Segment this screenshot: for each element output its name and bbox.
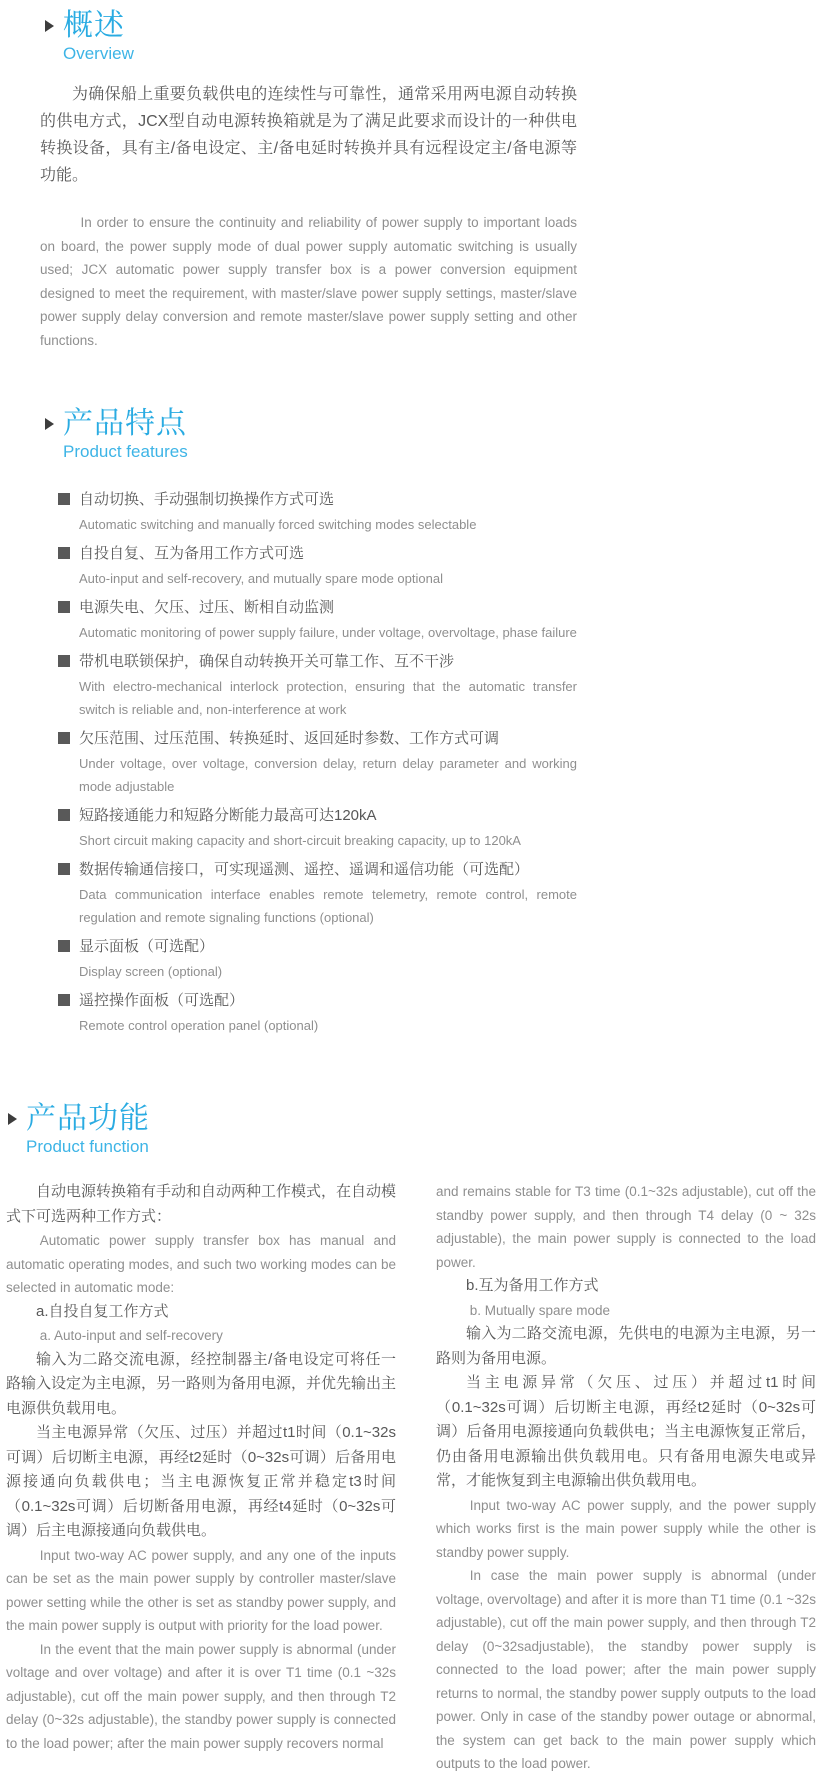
function-header xyxy=(8,1103,830,1158)
feature-text-en: Short circuit making capacity and short-circuit breaking capacity, up to 120kA xyxy=(79,833,521,848)
feature-item xyxy=(58,541,577,590)
feature-item xyxy=(58,988,577,1037)
section-arrow-icon xyxy=(45,20,54,32)
feature-text-zh: 电源失电、欠压、过压、断相自动监测 xyxy=(79,599,335,616)
bullet-square-icon xyxy=(58,732,70,744)
function-title-zh: 产品功能 xyxy=(26,1102,150,1135)
function-column-left xyxy=(6,1180,396,1776)
feature-text-en: With electro-mechanical interlock protection, ensuring that the automatic transfer switch is reliable and, non-interference at work xyxy=(79,679,577,717)
function-paragraph-zh: 当主电源异常（欠压、过压）并超过t1时间（0.1~32s可调）后切断主电源，再经t2延时（0~32s可调）后备用电源接通向负载供电；当主电源恢复正常后，仍由备用电源输出供负载用电。只有备用电源失电或异常，才能恢复到主电源输出供负载用电。 xyxy=(436,1374,816,1489)
feature-item xyxy=(58,857,577,929)
feature-item xyxy=(58,487,577,536)
feature-text-zh: 欠压范围、过压范围、转换延时、返回延时参数、工作方式可调 xyxy=(79,730,500,747)
feature-item xyxy=(58,934,577,983)
bullet-square-icon xyxy=(58,493,70,505)
overview-title-en: Overview xyxy=(63,44,134,63)
function-paragraph-en: Automatic power supply transfer box has manual and automatic operating modes, and such two working modes can be selected in automatic mode: xyxy=(6,1233,396,1295)
bullet-square-icon xyxy=(58,863,70,875)
feature-item xyxy=(58,726,577,798)
function-paragraph-zh: 自动电源转换箱有手动和自动两种工作模式，在自动模式下可选两种工作方式： xyxy=(6,1183,397,1225)
feature-text-en: Auto-input and self-recovery, and mutually spare mode optional xyxy=(79,571,443,586)
feature-text-zh: 自投自复、互为备用工作方式可选 xyxy=(79,545,305,562)
feature-text-zh: 遥控操作面板（可选配） xyxy=(79,992,245,1009)
feature-text-zh: 带机电联锁保护，确保自动转换开关可靠工作、互不干涉 xyxy=(79,653,455,670)
bullet-square-icon xyxy=(58,940,70,952)
function-paragraph-en: and remains stable for T3 time (0.1~32s adjustable), cut off the standby power supply, and then through T4 delay (0 ~ 32s adjustable), the main power supply is connected to the load power. xyxy=(436,1184,816,1270)
function-paragraph-en: b. Mutually spare mode xyxy=(469,1302,611,1318)
overview-paragraph-en: In order to ensure the continuity and reliability of power supply to important loads on board, the power supply mode of dual power supply automatic switching is usually used; JCX automatic power supply transfer box is a power conversion equipment designed to meet the requirement, with master/slave power supply settings, master/slave power supply delay conversion and remote master/slave power supply setting and other functions. xyxy=(40,215,577,348)
bullet-square-icon xyxy=(58,809,70,821)
function-title-en: Product function xyxy=(26,1137,149,1156)
function-column-right xyxy=(436,1180,816,1776)
function-paragraph-zh: 当主电源异常（欠压、过压）并超过t1时间（0.1~32s可调）后切断主电源，再经t2延时（0~32s可调）后备用电源接通向负载供电；当主电源恢复正常并稳定t3时间（0.1~32s可调）后切断备用电源，再经t4延时（0~32s可调）后主电源接通向负载供电。 xyxy=(6,1424,396,1539)
features-list xyxy=(58,487,577,1037)
feature-text-zh: 短路接通能力和短路分断能力最高可达120kA xyxy=(79,807,377,824)
overview-header xyxy=(45,10,577,65)
section-arrow-icon xyxy=(8,1113,17,1125)
overview-paragraph-zh: 为确保船上重要负载供电的连续性与可靠性，通常采用两电源自动转换的供电方式，JCX型自动电源转换箱就是为了满足此要求而设计的一种供电转换设备，具有主/备电设定、主/备电延时转换并具有远程设定主/备电源等功能。 xyxy=(40,86,577,184)
features-header xyxy=(45,408,577,463)
function-paragraph-zh: 输入为二路交流电源，经控制器主/备电设定可将任一路输入设定为主电源，另一路则为备用电源，并优先输出主电源供负载用电。 xyxy=(6,1350,397,1417)
feature-text-en: Automatic monitoring of power supply failure, under voltage, overvoltage, phase failure xyxy=(79,625,577,640)
function-section xyxy=(0,1103,830,1776)
function-paragraph-en: Input two-way AC power supply, and the power supply which works first is the main power supply while the other is standby power supply. xyxy=(436,1497,816,1560)
overview-title-zh: 概述 xyxy=(63,9,125,42)
bullet-square-icon xyxy=(58,601,70,613)
bullet-square-icon xyxy=(58,655,70,667)
bullet-square-icon xyxy=(58,994,70,1006)
feature-text-zh: 数据传输通信接口，可实现遥测、遥控、遥调和遥信功能（可选配） xyxy=(79,861,530,878)
features-section xyxy=(45,408,577,1037)
overview-section xyxy=(40,0,577,352)
section-arrow-icon xyxy=(45,418,54,430)
feature-text-en: Under voltage, over voltage, conversion delay, return delay parameter and working mode adjustable xyxy=(79,756,577,794)
feature-item xyxy=(58,595,577,644)
feature-text-en: Remote control operation panel (optional) xyxy=(79,1018,319,1033)
feature-text-zh: 显示面板（可选配） xyxy=(79,938,215,955)
function-paragraph-zh: b.互为备用工作方式 xyxy=(466,1277,599,1294)
feature-text-zh: 自动切换、手动强制切换操作方式可选 xyxy=(79,491,335,508)
function-paragraph-zh: a.自投自复工作方式 xyxy=(36,1302,169,1320)
function-paragraph-en: In the event that the main power supply is abnormal (under voltage and over voltage) and after it is over T1 time (0.1 ~32s adjustable), cut off the main power supply, and then through T2 delay (0~32s adjustable), the standby power supply is connected to the load power; after the main power supply recovers normal xyxy=(6,1641,396,1751)
bullet-square-icon xyxy=(58,547,70,559)
feature-item xyxy=(58,803,577,852)
function-columns xyxy=(6,1180,816,1776)
feature-item xyxy=(58,649,577,721)
function-paragraph-en: a. Auto-input and self-recovery xyxy=(39,1328,223,1343)
function-paragraph-en: In case the main power supply is abnormal (under voltage, overvoltage) and after it is more than T1 time (0.1 ~32s adjustable), cut off the main power supply, and then through T2 delay (0~32sadjustable), the standby power supply is connected to the load power; after the main power supply returns to normal, the standby power supply outputs to the load power. Only in case of the standby power outage or abnormal, the system can get back to the main power supply which outputs to the load power. xyxy=(436,1568,816,1771)
feature-text-en: Data communication interface enables remote telemetry, remote control, remote regulation and remote signaling functions (optional) xyxy=(79,887,577,925)
feature-text-en: Display screen (optional) xyxy=(79,964,223,979)
feature-text-en: Automatic switching and manually forced switching modes selectable xyxy=(79,517,477,532)
function-paragraph-zh: 输入为二路交流电源，先供电的电源为主电源，另一路则为备用电源。 xyxy=(436,1325,816,1367)
features-title-en: Product features xyxy=(63,442,188,461)
function-paragraph-en: Input two-way AC power supply, and any one of the inputs can be set as the main power supply by controller master/slave power setting while the other is set as standby power supply, and the main power supply is output with priority for the load power. xyxy=(6,1547,396,1633)
features-title-zh: 产品特点 xyxy=(63,407,187,440)
